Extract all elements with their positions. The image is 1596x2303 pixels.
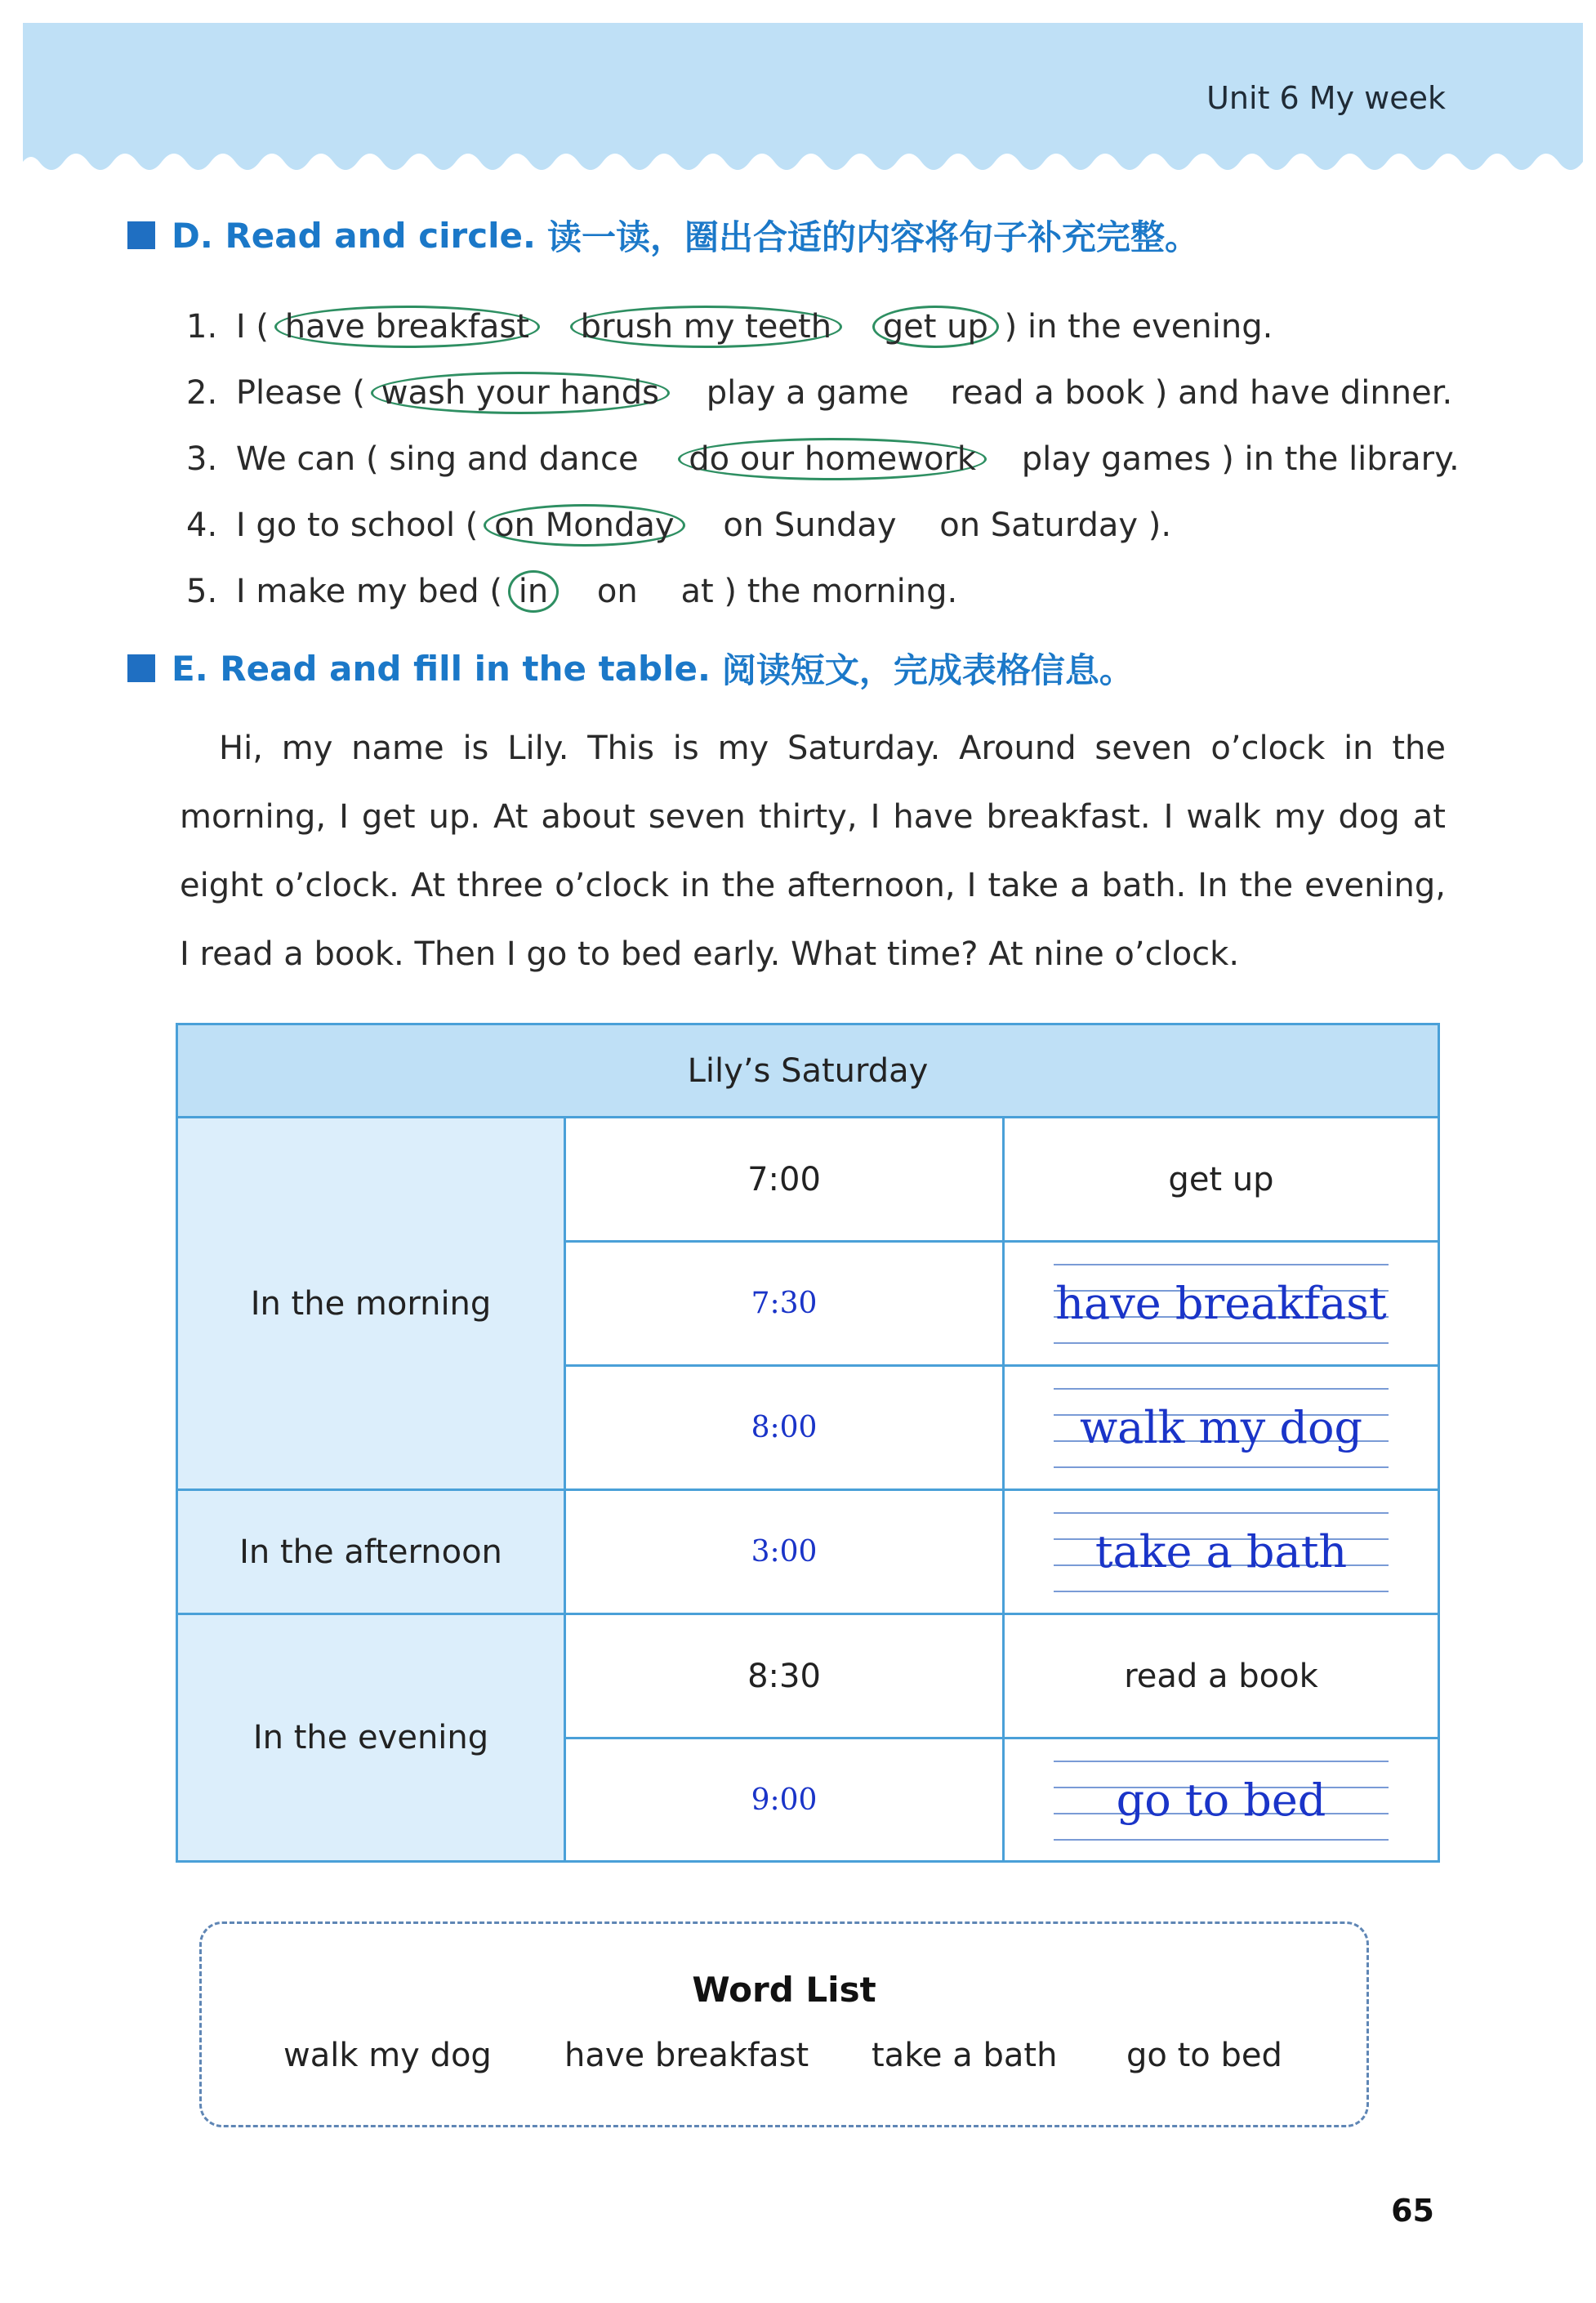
question-number: 3. <box>186 440 218 478</box>
time-cell-answer <box>566 1367 1005 1491</box>
section-d-title: D. Read and circle. <box>172 215 536 256</box>
option-circled[interactable]: on Monday <box>484 504 684 547</box>
period-afternoon: In the afternoon <box>178 1491 566 1615</box>
question-number: 4. <box>186 507 218 544</box>
option[interactable]: at <box>680 573 714 610</box>
section-e-title: E. Read and fill in the table. <box>172 648 711 689</box>
question-number: 2. <box>186 374 218 412</box>
question-prefix: Please ( <box>235 374 366 412</box>
word-list-title: Word List <box>692 1970 876 2010</box>
time-cell: 8:30 <box>566 1615 1005 1739</box>
word-list-item: walk my dog <box>283 2037 492 2074</box>
section-e-heading <box>127 644 1134 693</box>
activity-cell-answer[interactable] <box>1005 1491 1438 1615</box>
question-number: 1. <box>186 308 218 346</box>
question-prefix: We can ( <box>235 440 379 478</box>
time-cell-answer <box>566 1243 1005 1367</box>
section-e-instruction: 阅读短文，完成表格信息。 <box>721 650 1134 690</box>
handwritten-time: 9:00 <box>751 1783 818 1817</box>
option-circled[interactable]: in <box>508 570 559 613</box>
time-cell: 7:00 <box>566 1118 1005 1243</box>
unit-title: Unit 6 My week <box>1206 80 1446 116</box>
option[interactable]: sing and dance <box>389 440 639 478</box>
question-4 <box>186 504 1171 547</box>
option-circled[interactable]: get up <box>872 306 999 348</box>
handwritten-time: 8:00 <box>751 1411 818 1444</box>
question-3 <box>186 438 1460 480</box>
period-evening: In the evening <box>178 1615 566 1860</box>
reading-passage <box>180 714 1446 989</box>
question-prefix: I make my bed ( <box>235 573 503 610</box>
passage-text: Hi, my name is Lily. This is my Saturday. Around seven o’clock in the morning, I get up. At about seven thirty, I have breakfast. I walk my dog at eight o’clock. At three o’clock in the afternoon, I take a bath. In the evening, I read a book. Then I go to bed early. What time? At nine o’clock. <box>180 730 1446 973</box>
section-square-icon <box>127 654 155 682</box>
option-circled[interactable]: have breakfast <box>274 306 540 348</box>
word-list-item: have breakfast <box>564 2037 809 2074</box>
question-prefix: I go to school ( <box>235 507 479 544</box>
option[interactable]: on Saturday <box>939 507 1139 544</box>
option[interactable]: play a game <box>706 374 909 412</box>
section-d-instruction: 读一读，圈出合适的内容将句子补充完整。 <box>546 217 1199 257</box>
section-square-icon <box>127 221 155 249</box>
question-suffix: ) and have dinner. <box>1154 374 1453 412</box>
option-circled[interactable]: wash your hands <box>371 372 670 414</box>
option-circled[interactable]: brush my teeth <box>570 306 842 348</box>
section-d-heading <box>127 211 1199 260</box>
handwritten-time: 3:00 <box>751 1535 818 1569</box>
activity-cell: read a book <box>1005 1615 1438 1739</box>
activity-cell-answer[interactable] <box>1005 1367 1438 1491</box>
handwritten-activity: have breakfast <box>1055 1278 1387 1329</box>
question-number: 5. <box>186 573 218 610</box>
word-list-item: take a bath <box>872 2037 1058 2074</box>
time-cell-answer <box>566 1491 1005 1615</box>
word-list-box <box>199 1921 1369 2127</box>
activity-cell-answer[interactable] <box>1005 1243 1438 1367</box>
period-morning: In the morning <box>178 1118 566 1491</box>
question-suffix: ) in the evening. <box>1004 308 1273 346</box>
option[interactable]: read a book <box>950 374 1145 412</box>
question-2 <box>186 372 1452 414</box>
handwritten-activity: walk my dog <box>1079 1402 1363 1453</box>
option[interactable]: on <box>596 573 638 610</box>
option[interactable]: play games <box>1021 440 1211 478</box>
option[interactable]: on Sunday <box>723 507 897 544</box>
page-number: 65 <box>1391 2193 1434 2229</box>
question-suffix: ) in the library. <box>1221 440 1460 478</box>
question-5 <box>186 570 957 613</box>
option-circled[interactable]: do our homework <box>678 438 987 480</box>
handwritten-time: 7:30 <box>751 1287 818 1320</box>
handwritten-activity: go to bed <box>1116 1774 1326 1826</box>
question-1 <box>186 306 1273 348</box>
table-caption: Lily’s Saturday <box>178 1025 1438 1118</box>
time-cell-answer <box>566 1739 1005 1860</box>
schedule-table <box>176 1023 1440 1863</box>
question-prefix: I ( <box>235 308 270 346</box>
question-suffix: ) the morning. <box>724 573 958 610</box>
handwritten-activity: take a bath <box>1094 1526 1348 1578</box>
activity-cell: get up <box>1005 1118 1438 1243</box>
question-suffix: ). <box>1148 507 1172 544</box>
activity-cell-answer[interactable] <box>1005 1739 1438 1860</box>
word-list-item: go to bed <box>1126 2037 1282 2074</box>
